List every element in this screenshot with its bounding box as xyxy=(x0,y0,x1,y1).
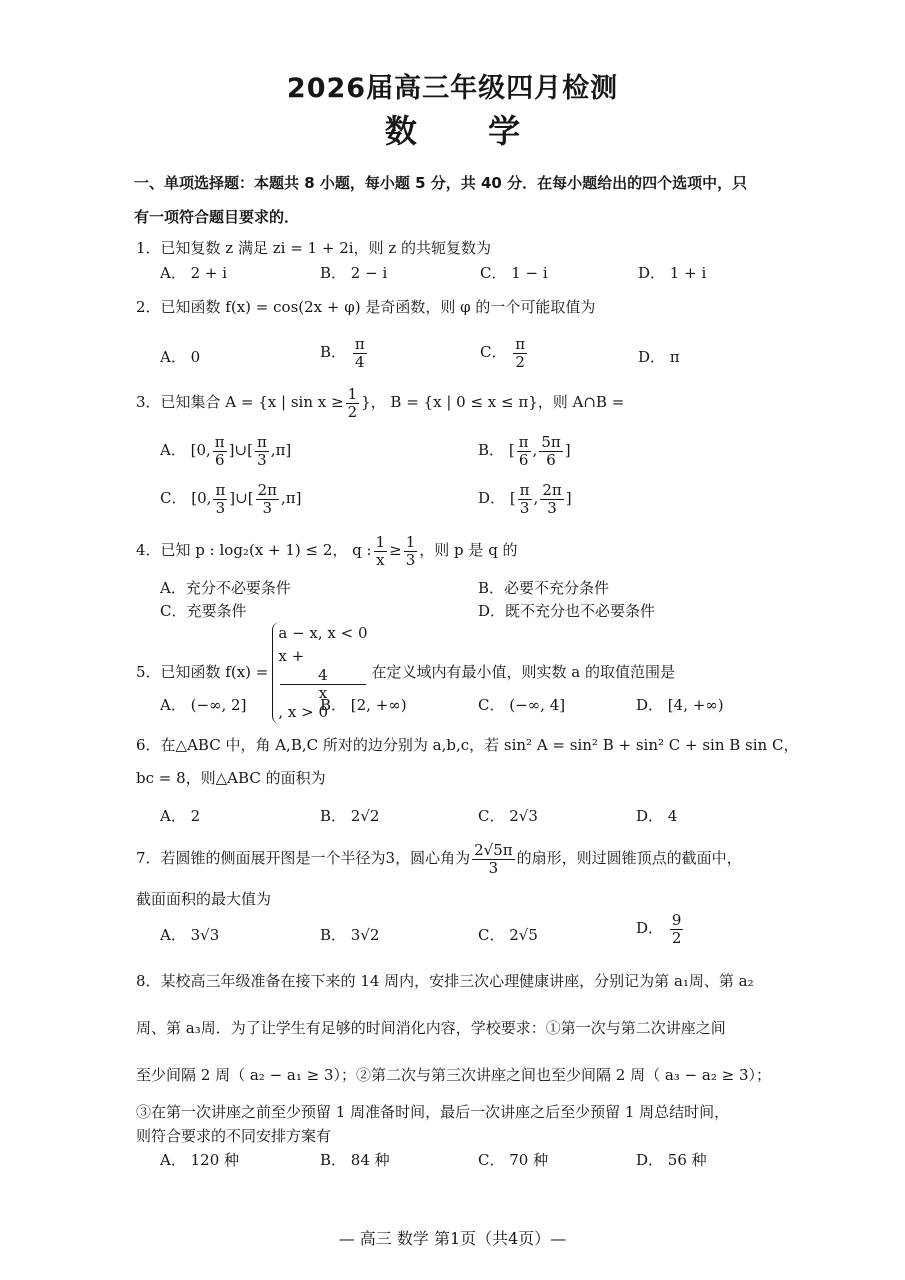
exam-title: 2026届高三年级四月检测 xyxy=(286,73,619,104)
interval-part: , xyxy=(532,441,538,459)
q8-option-a: A． 120 种 xyxy=(160,1151,239,1169)
q4-stem-part3: ，则 p 是 q 的 xyxy=(419,541,518,559)
q7-stem-part1: 7．若圆锥的侧面展开图是一个半径为3，圆心角为 xyxy=(136,849,471,867)
denominator: 2 xyxy=(671,928,682,947)
q8-stem-line2: 周、第 a₃周．为了让学生有足够的时间消化内容，学校要求：①第一次与第二次讲座之间 xyxy=(136,1019,726,1037)
fraction xyxy=(518,482,532,516)
numerator: π xyxy=(519,481,530,499)
denominator: x xyxy=(376,550,385,569)
page-footer: — 高三 数学 第1页（共4页）— xyxy=(338,1229,567,1248)
denominator: 4 xyxy=(354,352,365,371)
q7-option-a: A． 3√3 xyxy=(160,926,220,944)
q5-option-b: B． [2, +∞) xyxy=(320,696,407,714)
q4-fraction-2 xyxy=(404,534,418,568)
q1-stem: 1．已知复数 z 满足 zi = 1 + 2i，则 z 的共轭复数为 xyxy=(136,239,491,257)
q1-option-a: A． 2 + i xyxy=(160,264,228,282)
q4-option-a: A．充分不必要条件 xyxy=(160,579,291,597)
denominator: 3 xyxy=(519,498,530,517)
q7-stem-line1 xyxy=(136,842,742,876)
q4-fraction-1 xyxy=(374,534,388,568)
numerator: 9 xyxy=(671,911,682,929)
interval-part: [0, xyxy=(191,489,212,507)
denominator: 3 xyxy=(547,498,557,517)
q6-option-d: D． 4 xyxy=(636,807,678,825)
q2-option-c-fraction xyxy=(513,336,527,370)
fraction xyxy=(213,434,227,468)
interval-part: ,π] xyxy=(280,489,302,507)
fraction xyxy=(539,434,562,468)
q4-stem xyxy=(136,534,518,568)
denominator: 3 xyxy=(405,550,416,569)
q7-fraction xyxy=(472,842,515,876)
numerator: π xyxy=(256,433,267,451)
denominator: 6 xyxy=(518,450,529,469)
numerator: π xyxy=(214,433,225,451)
q3-stem xyxy=(136,386,624,420)
interval-part: ,π] xyxy=(270,441,292,459)
q2-option-c xyxy=(480,336,529,370)
q2-option-b-fraction xyxy=(353,336,367,370)
option-label: B． xyxy=(478,441,505,459)
q2-option-a: A． 0 xyxy=(160,348,201,366)
q4-stem-part1: 4．已知 p : log₂(x + 1) ≤ 2， q : xyxy=(136,541,372,559)
option-label: A． xyxy=(160,441,186,459)
fraction xyxy=(517,434,531,468)
interval-part: [ xyxy=(508,441,515,459)
denominator: 3 xyxy=(257,450,267,469)
denominator: 2 xyxy=(347,402,358,421)
q1-option-b: B． 2 − i xyxy=(320,264,388,282)
option-label: D． xyxy=(636,919,664,937)
interval-part: [ xyxy=(509,489,516,507)
q1-option-c: C． 1 − i xyxy=(480,264,548,282)
numerator: 4 xyxy=(280,667,365,685)
q6-option-a: A． 2 xyxy=(160,807,201,825)
q3-option-d xyxy=(478,482,572,516)
q5-stem-part2: 在定义域内有最小值，则实数 a 的取值范围是 xyxy=(371,662,676,681)
option-label: D． xyxy=(478,489,506,507)
q7-stem-part2: 的扇形，则过圆锥顶点的截面中， xyxy=(516,849,742,867)
denominator: x xyxy=(318,683,328,702)
numerator: π xyxy=(515,335,526,353)
denominator: 3 xyxy=(488,858,499,877)
q3-option-b xyxy=(478,434,571,468)
q3-stem-fraction xyxy=(346,386,360,420)
q5-case-1: a − x, x < 0 xyxy=(278,624,368,642)
section-heading-line1: 一、单项选择题：本题共 8 小题，每小题 5 分，共 40 分．在每小题给出的四个选项中，只 xyxy=(134,174,748,192)
q2-option-b xyxy=(320,336,369,370)
numerator: 2√5π xyxy=(474,841,513,859)
q5-option-c: C． (−∞, 4] xyxy=(478,696,566,714)
numerator: π xyxy=(215,481,226,499)
q3-stem-part2: }， B = {x | 0 ≤ x ≤ π}，则 A∩B = xyxy=(361,393,625,411)
case-2-part1: x + xyxy=(278,646,305,665)
numerator: 2π xyxy=(257,481,277,499)
option-label: C． xyxy=(160,489,187,507)
q3-option-a xyxy=(160,434,291,468)
q6-stem-line2: bc = 8，则△ABC 的面积为 xyxy=(136,769,326,787)
numerator: 2π xyxy=(542,481,562,499)
interval-part: [0, xyxy=(190,441,211,459)
q8-option-c: C． 70 种 xyxy=(478,1151,549,1169)
numerator: 1 xyxy=(375,533,386,551)
q8-stem-line1: 8．某校高三年级准备在接下来的 14 周内，安排三次心理健康讲座，分别记为第 a₁周、第 a₂ xyxy=(136,972,754,990)
denominator: 2 xyxy=(515,352,525,371)
q8-option-b: B． 84 种 xyxy=(320,1151,390,1169)
q4-option-b: B．必要不充分条件 xyxy=(478,579,610,597)
q8-stem-line5: 则符合要求的不同安排方案有 xyxy=(136,1127,332,1145)
q2-option-b-label: B． xyxy=(320,343,347,361)
q7-stem-line2: 截面面积的最大值为 xyxy=(136,890,272,908)
fraction xyxy=(256,482,279,516)
q2-option-c-label: C． xyxy=(480,343,507,361)
interval-part: ] xyxy=(565,489,572,507)
q5-option-a: A． (−∞, 2] xyxy=(160,696,247,714)
q4-option-d: D．既不充分也不必要条件 xyxy=(478,602,656,620)
q8-stem-line3: 至少间隔 2 周（ a₂ − a₁ ≥ 3）；②第二次与第三次讲座之间也至少间隔 2 周（ a₃ − a₂ ≥ 3）； xyxy=(136,1066,772,1084)
q6-stem-line1: 6．在△ABC 中，角 A,B,C 所对的边分别为 a,b,c，若 sin² A = sin² B + sin² C + sin B sin C， xyxy=(136,736,799,754)
q4-stem-part2: ≥ xyxy=(389,541,402,559)
q7-option-d xyxy=(636,912,685,946)
q4-option-c: C．充要条件 xyxy=(160,602,247,620)
denominator: 3 xyxy=(215,498,226,517)
subject-title: 数 学 xyxy=(384,112,551,150)
q1-option-d: D． 1 + i xyxy=(638,264,707,282)
q3-stem-part1: 3．已知集合 A = {x | sin x ≥ xyxy=(136,393,344,411)
q6-option-c: C． 2√3 xyxy=(478,807,538,825)
q5-option-d: D． [4, +∞) xyxy=(636,696,724,714)
numerator: 1 xyxy=(347,385,358,403)
fraction xyxy=(213,482,227,516)
q7-option-c: C． 2√5 xyxy=(478,926,538,944)
numerator: 1 xyxy=(405,533,416,551)
interval-part: ] xyxy=(564,441,571,459)
numerator: π xyxy=(518,433,529,451)
q7-option-d-fraction xyxy=(670,912,684,946)
q8-stem-line4: ③在第一次讲座之前至少预留 1 周准备时间，最后一次讲座之后至少预留 1 周总结时间， xyxy=(136,1103,730,1121)
denominator: 6 xyxy=(214,450,225,469)
numerator: π xyxy=(354,335,365,353)
fraction xyxy=(540,482,563,516)
denominator: 3 xyxy=(262,498,273,517)
q2-option-d: D． π xyxy=(638,348,680,366)
section-heading-line2: 有一项符合题目要求的． xyxy=(134,208,300,226)
q2-stem: 2．已知函数 f(x) = cos(2x + φ) 是奇函数，则 φ 的一个可能取值为 xyxy=(136,298,596,316)
q5-stem-part1: 5．已知函数 f(x) = xyxy=(136,662,269,681)
fraction xyxy=(255,434,269,468)
numerator: 5π xyxy=(541,433,561,451)
q6-option-b: B． 2√2 xyxy=(320,807,380,825)
q8-option-d: D． 56 种 xyxy=(636,1151,707,1169)
interval-part: , xyxy=(533,489,539,507)
case-2-part2: , x > 0 xyxy=(278,703,329,721)
q7-option-b: B． 3√2 xyxy=(320,926,380,944)
interval-part: ]∪[ xyxy=(228,441,253,459)
q3-option-c xyxy=(160,482,301,516)
denominator: 6 xyxy=(546,450,556,469)
interval-part: ]∪[ xyxy=(229,489,254,507)
